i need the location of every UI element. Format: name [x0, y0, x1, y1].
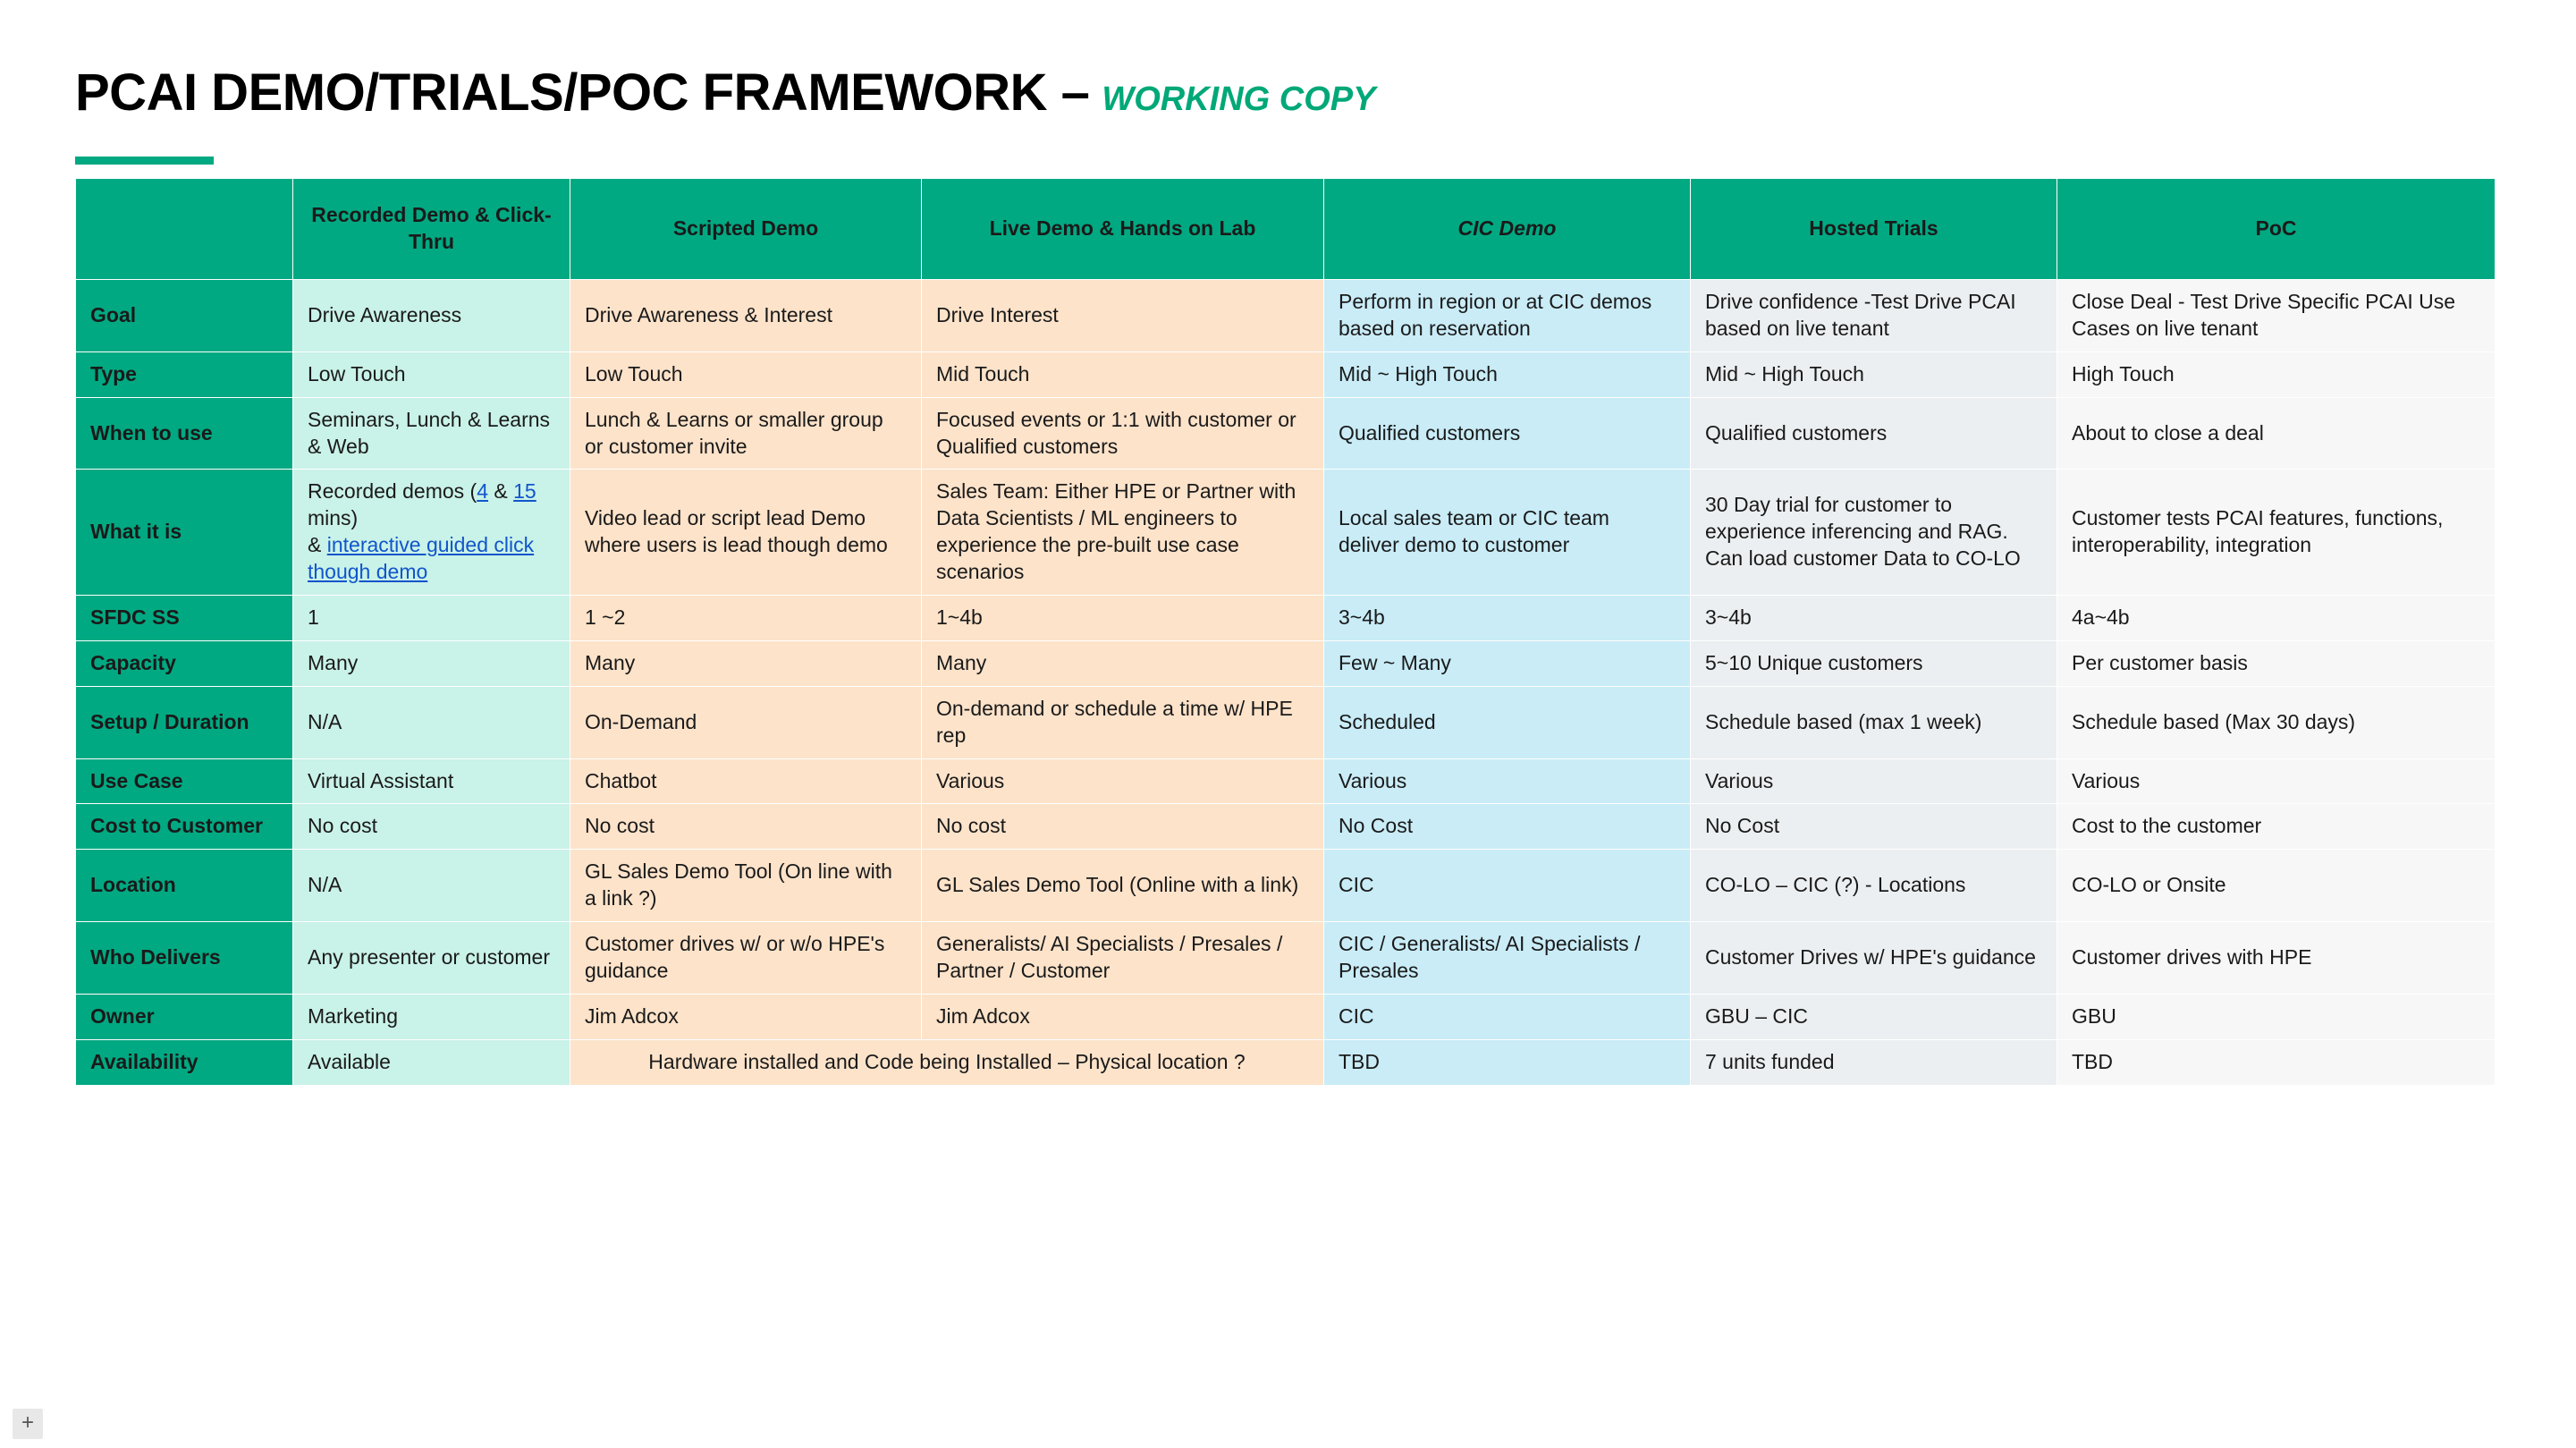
cell-whodelivers-scripted-demo: Customer drives w/ or w/o HPE's guidance: [570, 922, 922, 995]
table-row: [76, 470, 2496, 596]
cell-usecase-cic-demo: Various: [1324, 758, 1691, 804]
row-label-when-to-use: When to use: [76, 397, 293, 470]
cell-availability-hosted-trials: 7 units funded: [1691, 1039, 2057, 1085]
cell-setup-poc: Schedule based (Max 30 days): [2057, 686, 2496, 758]
cell-goal-recorded-demo: Drive Awareness: [293, 280, 570, 352]
cell-setup-recorded-demo: N/A: [293, 686, 570, 758]
cell-setup-live-demo: On-demand or schedule a time w/ HPE rep: [922, 686, 1324, 758]
cell-owner-live-demo: Jim Adcox: [922, 994, 1324, 1039]
table-body: [76, 280, 2496, 1086]
cell-setup-cic-demo: Scheduled: [1324, 686, 1691, 758]
cell-capacity-live-demo: Many: [922, 640, 1324, 686]
cell-setup-scripted-demo: On-Demand: [570, 686, 922, 758]
cell-whatitis-live-demo: Sales Team: Either HPE or Partner with Data Scientists / ML engineers to experience the pre-built use case scenarios: [922, 470, 1324, 596]
cell-cost-hosted-trials: No Cost: [1691, 804, 2057, 850]
column-header-recorded-demo: Recorded Demo & Click-Thru: [293, 179, 570, 280]
cell-capacity-hosted-trials: 5~10 Unique customers: [1691, 640, 2057, 686]
cell-owner-recorded-demo: Marketing: [293, 994, 570, 1039]
cell-goal-scripted-demo: Drive Awareness & Interest: [570, 280, 922, 352]
cell-when-poc: About to close a deal: [2057, 397, 2496, 470]
cell-whatitis-recorded-demo: [293, 470, 570, 596]
cell-cost-scripted-demo: No cost: [570, 804, 922, 850]
column-header-live-demo: Live Demo & Hands on Lab: [922, 179, 1324, 280]
row-label-use-case: Use Case: [76, 758, 293, 804]
table-row: [76, 804, 2496, 850]
cell-whatitis-cic-demo: Local sales team or CIC team deliver demo to customer: [1324, 470, 1691, 596]
table-row: [76, 922, 2496, 995]
link-interactive-guided-demo[interactable]: interactive guided click though demo: [308, 533, 535, 584]
column-header-cic-demo: CIC Demo: [1324, 179, 1691, 280]
table-header-row: [76, 179, 2496, 280]
whatitis-amp-text: &: [308, 533, 327, 557]
cell-availability-poc: TBD: [2057, 1039, 2496, 1085]
cell-whodelivers-recorded-demo: Any presenter or customer: [293, 922, 570, 995]
row-label-location: Location: [76, 850, 293, 922]
table-header: [76, 179, 2496, 280]
cell-sfdc-recorded-demo: 1: [293, 596, 570, 641]
cell-usecase-recorded-demo: Virtual Assistant: [293, 758, 570, 804]
page-title-main: PCAI DEMO/TRIALS/POC FRAMEWORK –: [75, 64, 1090, 122]
whatitis-mid-text: &: [488, 479, 514, 504]
cell-whodelivers-hosted-trials: Customer Drives w/ HPE's guidance: [1691, 922, 2057, 995]
cell-type-scripted-demo: Low Touch: [570, 351, 922, 397]
row-label-owner: Owner: [76, 994, 293, 1039]
row-label-setup-duration: Setup / Duration: [76, 686, 293, 758]
cell-location-poc: CO-LO or Onsite: [2057, 850, 2496, 922]
cell-cost-poc: Cost to the customer: [2057, 804, 2496, 850]
whatitis-prefix-text: Recorded demos (: [308, 479, 477, 504]
cell-setup-hosted-trials: Schedule based (max 1 week): [1691, 686, 2057, 758]
cell-usecase-scripted-demo: Chatbot: [570, 758, 922, 804]
row-label-type: Type: [76, 351, 293, 397]
title-underline-accent: [75, 157, 214, 165]
cell-availability-cic-demo: TBD: [1324, 1039, 1691, 1085]
cell-capacity-cic-demo: Few ~ Many: [1324, 640, 1691, 686]
cell-sfdc-live-demo: 1~4b: [922, 596, 1324, 641]
page-title-subtitle: WORKING COPY: [1102, 80, 1376, 118]
cell-usecase-live-demo: Various: [922, 758, 1324, 804]
row-label-goal: Goal: [76, 280, 293, 352]
table-row: [76, 280, 2496, 352]
cell-goal-live-demo: Drive Interest: [922, 280, 1324, 352]
cell-cost-live-demo: No cost: [922, 804, 1324, 850]
cell-sfdc-hosted-trials: 3~4b: [1691, 596, 2057, 641]
column-header-hosted-trials: Hosted Trials: [1691, 179, 2057, 280]
framework-table-wrapper: [75, 178, 2495, 1086]
table-row: [76, 758, 2496, 804]
link-4-min-demo[interactable]: 4: [477, 479, 488, 504]
row-label-what-it-is: What it is: [76, 470, 293, 596]
cell-whatitis-scripted-demo: Video lead or script lead Demo where users is lead though demo: [570, 470, 922, 596]
table-row: [76, 596, 2496, 641]
cell-location-live-demo: GL Sales Demo Tool (Online with a link): [922, 850, 1324, 922]
column-header-scripted-demo: Scripted Demo: [570, 179, 922, 280]
page-title: [75, 63, 1375, 123]
cell-when-cic-demo: Qualified customers: [1324, 397, 1691, 470]
cell-capacity-poc: Per customer basis: [2057, 640, 2496, 686]
cell-availability-scripted-and-live-demo: Hardware installed and Code being Installed – Physical location ?: [570, 1039, 1324, 1085]
cell-capacity-recorded-demo: Many: [293, 640, 570, 686]
table-row: [76, 640, 2496, 686]
table-row: [76, 1039, 2496, 1085]
cell-whatitis-poc: Customer tests PCAI features, functions, interoperability, integration: [2057, 470, 2496, 596]
cell-sfdc-poc: 4a~4b: [2057, 596, 2496, 641]
cell-whodelivers-cic-demo: CIC / Generalists/ AI Specialists / Presales: [1324, 922, 1691, 995]
row-label-cost-to-customer: Cost to Customer: [76, 804, 293, 850]
cell-type-live-demo: Mid Touch: [922, 351, 1324, 397]
row-label-availability: Availability: [76, 1039, 293, 1085]
cell-location-scripted-demo: GL Sales Demo Tool (On line with a link ?): [570, 850, 922, 922]
row-label-capacity: Capacity: [76, 640, 293, 686]
cell-capacity-scripted-demo: Many: [570, 640, 922, 686]
cell-whatitis-hosted-trials: 30 Day trial for customer to experience inferencing and RAG. Can load customer Data to CO-LO: [1691, 470, 2057, 596]
cell-whodelivers-poc: Customer drives with HPE: [2057, 922, 2496, 995]
cell-sfdc-cic-demo: 3~4b: [1324, 596, 1691, 641]
cell-usecase-poc: Various: [2057, 758, 2496, 804]
table-corner-cell: [76, 179, 293, 280]
link-15-min-demo[interactable]: 15: [513, 479, 536, 504]
row-label-sfdc-ss: SFDC SS: [76, 596, 293, 641]
column-header-poc: PoC: [2057, 179, 2496, 280]
cell-type-hosted-trials: Mid ~ High Touch: [1691, 351, 2057, 397]
right-edge-spacer: [2569, 0, 2576, 1448]
cell-type-recorded-demo: Low Touch: [293, 351, 570, 397]
cell-when-scripted-demo: Lunch & Learns or smaller group or customer invite: [570, 397, 922, 470]
row-label-who-delivers: Who Delivers: [76, 922, 293, 995]
table-row: [76, 686, 2496, 758]
cell-owner-hosted-trials: GBU – CIC: [1691, 994, 2057, 1039]
cell-goal-poc: Close Deal - Test Drive Specific PCAI Use Cases on live tenant: [2057, 280, 2496, 352]
whatitis-suffix-text: mins): [308, 506, 359, 530]
cell-owner-cic-demo: CIC: [1324, 994, 1691, 1039]
cell-location-recorded-demo: N/A: [293, 850, 570, 922]
cell-goal-cic-demo: Perform in region or at CIC demos based on reservation: [1324, 280, 1691, 352]
cell-cost-recorded-demo: No cost: [293, 804, 570, 850]
framework-table: [75, 178, 2496, 1086]
table-row: [76, 994, 2496, 1039]
table-row: [76, 351, 2496, 397]
cell-location-cic-demo: CIC: [1324, 850, 1691, 922]
cell-when-hosted-trials: Qualified customers: [1691, 397, 2057, 470]
cell-when-live-demo: Focused events or 1:1 with customer or Qualified customers: [922, 397, 1324, 470]
table-row: [76, 397, 2496, 470]
add-slide-button[interactable]: +: [13, 1409, 43, 1439]
cell-location-hosted-trials: CO-LO – CIC (?) - Locations: [1691, 850, 2057, 922]
cell-sfdc-scripted-demo: 1 ~2: [570, 596, 922, 641]
table-row: [76, 850, 2496, 922]
cell-cost-cic-demo: No Cost: [1324, 804, 1691, 850]
cell-usecase-hosted-trials: Various: [1691, 758, 2057, 804]
cell-goal-hosted-trials: Drive confidence -Test Drive PCAI based on live tenant: [1691, 280, 2057, 352]
cell-whodelivers-live-demo: Generalists/ AI Specialists / Presales / Partner / Customer: [922, 922, 1324, 995]
cell-type-poc: High Touch: [2057, 351, 2496, 397]
cell-owner-scripted-demo: Jim Adcox: [570, 994, 922, 1039]
cell-when-recorded-demo: Seminars, Lunch & Learns & Web: [293, 397, 570, 470]
cell-availability-recorded-demo: Available: [293, 1039, 570, 1085]
cell-owner-poc: GBU: [2057, 994, 2496, 1039]
cell-type-cic-demo: Mid ~ High Touch: [1324, 351, 1691, 397]
